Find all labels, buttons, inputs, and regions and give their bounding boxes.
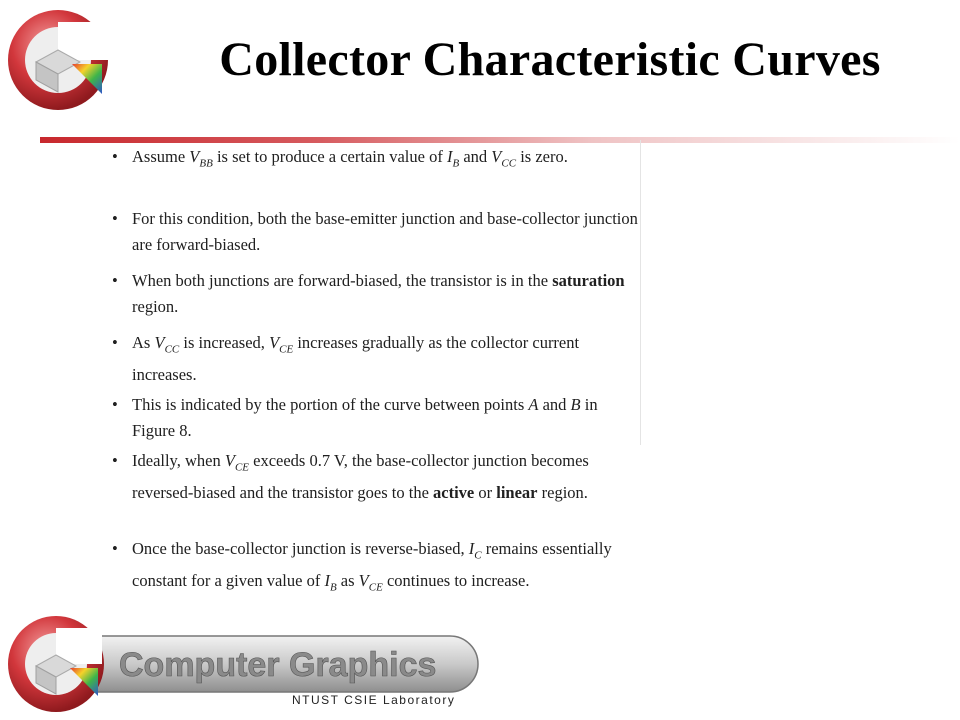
bullet-item [110,330,640,388]
banner-subtitle: NTUST CSIE Laboratory [292,693,456,707]
bullet-item [110,206,640,258]
bullet-marker: • [112,451,118,470]
bullet-marker: • [112,395,118,414]
bullet-text: For this condition, both the base-emitter junction and base-collector junction are forward-biased. [132,209,638,254]
lab-banner [4,610,484,718]
bullet-block-saturation [110,140,641,445]
bullet-marker: • [112,539,118,558]
banner-title: Computer Graphics [119,646,437,684]
bullet-text: This is indicated by the portion of the curve between points A and B in Figure 8. [132,395,598,440]
bullet-text: As $V_{CC}$ is increased, $V_{CE}$ increases gradually as the collector current increases. [132,333,580,385]
slide-title: Collector Characteristic Curves [219,33,881,86]
bullet-item [110,268,640,320]
bullet-item [110,536,640,601]
bullet-item [110,448,640,506]
bullet-text: When both junctions are forward-biased, the transistor is in the saturation region. [132,271,625,316]
bullet-marker: • [112,333,118,352]
bullet-item [110,392,640,444]
bullet-text: Once the base-collector junction is reverse-biased, $I_C$ remains essentially constant for a given value of $I_B$ as $V_{CE}$ continues to increase. [132,539,612,594]
lab-logo-top [2,2,120,120]
bullet-text: Ideally, when $V_{CE}$ exceeds 0.7 V, the base-collector junction becomes reversed-biased and the transistor goes to the active or linear region. [132,451,589,503]
bullet-marker: • [112,271,118,290]
bullet-marker: • [112,147,118,166]
bullet-item [110,144,640,176]
bullet-text: Assume $V_{BB}$ is set to produce a certain value of $I_B$ and $V_{CC}$ is zero. [132,147,568,170]
bullet-marker: • [112,209,118,228]
